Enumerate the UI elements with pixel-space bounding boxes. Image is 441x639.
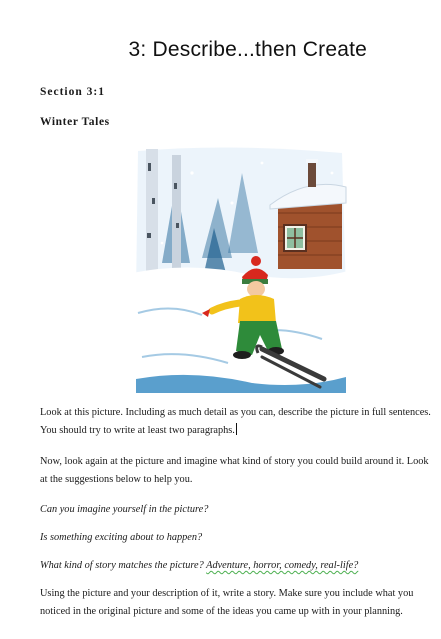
prompt-question-2: Is something exciting about to happen? [40, 532, 203, 543]
paragraph-imagine-instructions: Now, look again at the picture and imagine what kind of story you could build around it. Look at the suggestions below to help you. [40, 456, 429, 485]
prompt-question-1: Can you imagine yourself in the picture? [40, 504, 209, 515]
winter-scene-illustration [132, 143, 348, 393]
paragraph-describe-text: Look at this picture. Including as much detail as you can, describe the picture in full sentences. You should try to write at least two paragraphs. [40, 407, 431, 436]
prompt-question-3 [40, 557, 435, 575]
story-genres: Adventure, horror, comedy, real-life? [206, 560, 359, 571]
section-number-heading: Section 3:1 [40, 86, 105, 98]
section-name-heading: Winter Tales [40, 116, 110, 128]
text-cursor [236, 423, 238, 435]
paragraph-describe-instructions [40, 404, 435, 440]
paragraph-write-instructions: Using the picture and your description of it, write a story. Make sure you include what you noticed in the original picture and some of the ideas you came up with in your planning. [40, 588, 414, 617]
question-3-lead: What kind of story matches the picture? [40, 560, 207, 571]
page-title: 3: Describe...then Create [128, 38, 367, 61]
